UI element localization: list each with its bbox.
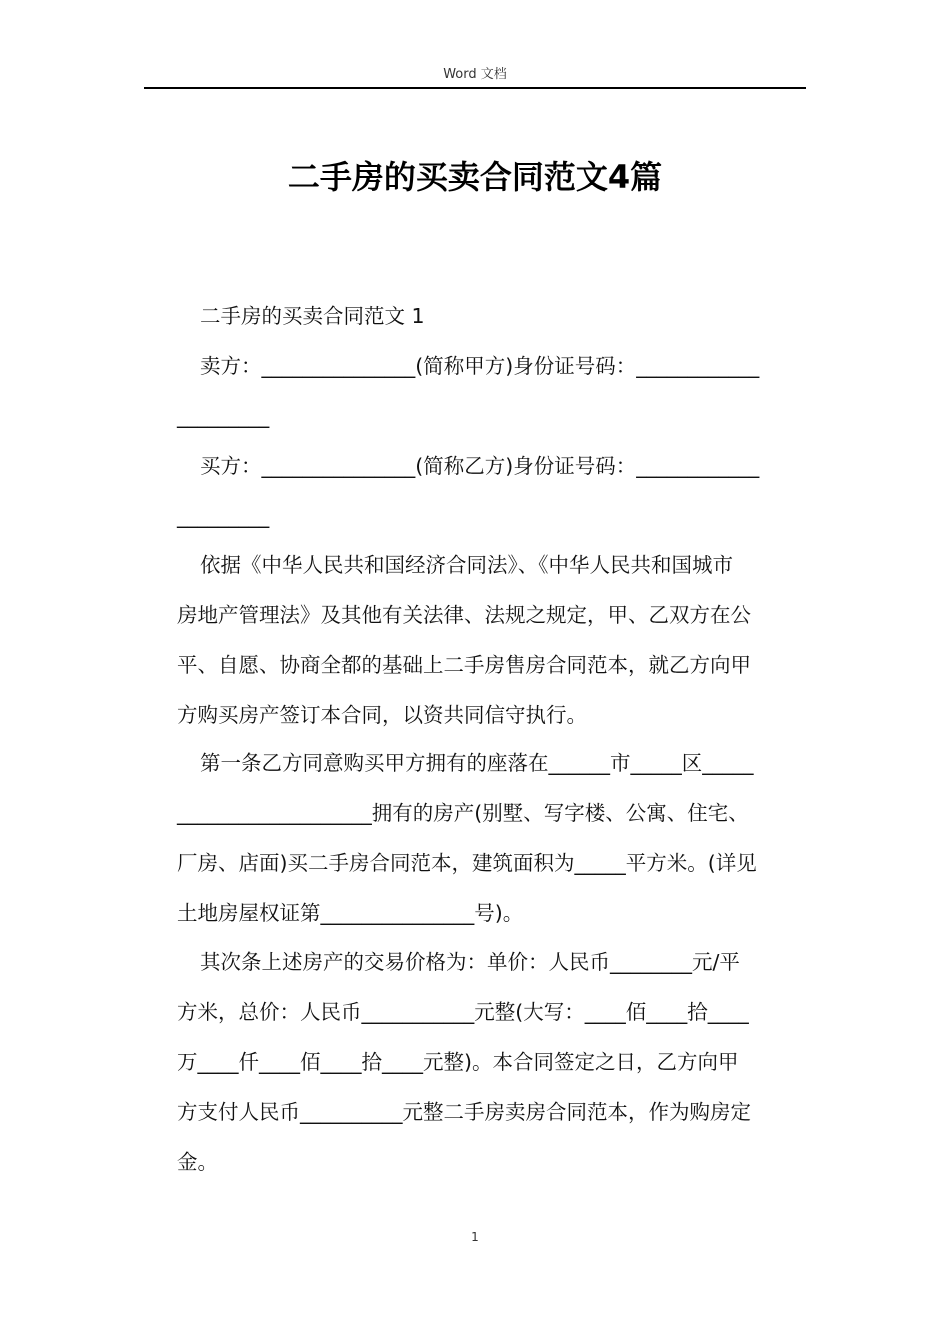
page-header-label: Word 文档 <box>443 67 507 82</box>
body-line: 金。 <box>177 1150 218 1174</box>
body-line: ___________________拥有的房产(别墅、写字楼、公寓、住宅、 <box>177 801 749 825</box>
body-line: 方购买房产签订本合同，以资共同信守执行。 <box>177 703 587 727</box>
body-line: 土地房屋权证第_______________号)。 <box>177 901 524 925</box>
body-line: 方米，总价：人民币___________元整(大写：____佰____拾____ <box>177 1000 749 1024</box>
header-divider <box>144 87 806 89</box>
body-line: _________ <box>177 404 270 428</box>
page-number: 1 <box>471 1230 479 1244</box>
section-heading: 二手房的买卖合同范文 1 <box>200 304 425 328</box>
body-line: 第一条乙方同意购买甲方拥有的座落在______市_____区_____ <box>200 751 754 775</box>
body-line: 依据《中华人民共和国经济合同法》、《中华人民共和国城市 <box>200 553 733 577</box>
body-line: 厂房、店面)买二手房合同范本，建筑面积为_____平方米。(详见 <box>177 851 757 875</box>
body-line: 平、自愿、协商全都的基础上二手房售房合同范本，就乙方向甲 <box>177 653 751 677</box>
body-line: 方支付人民币__________元整二手房卖房合同范本，作为购房定 <box>177 1100 751 1124</box>
body-line: 万____仟____佰____拾____元整)。本合同签定之日，乙方向甲 <box>177 1050 739 1074</box>
body-line: 买方：_______________(简称乙方)身份证号码：____________ <box>200 454 760 478</box>
document-title: 二手房的买卖合同范文4篇 <box>287 158 663 196</box>
body-line: 卖方：_______________(简称甲方)身份证号码：____________ <box>200 354 760 378</box>
body-line: 房地产管理法》及其他有关法律、法规之规定，甲、乙双方在公 <box>177 603 751 627</box>
body-line: 其次条上述房产的交易价格为：单价：人民币________元/平 <box>200 950 740 974</box>
body-line: _________ <box>177 504 270 528</box>
